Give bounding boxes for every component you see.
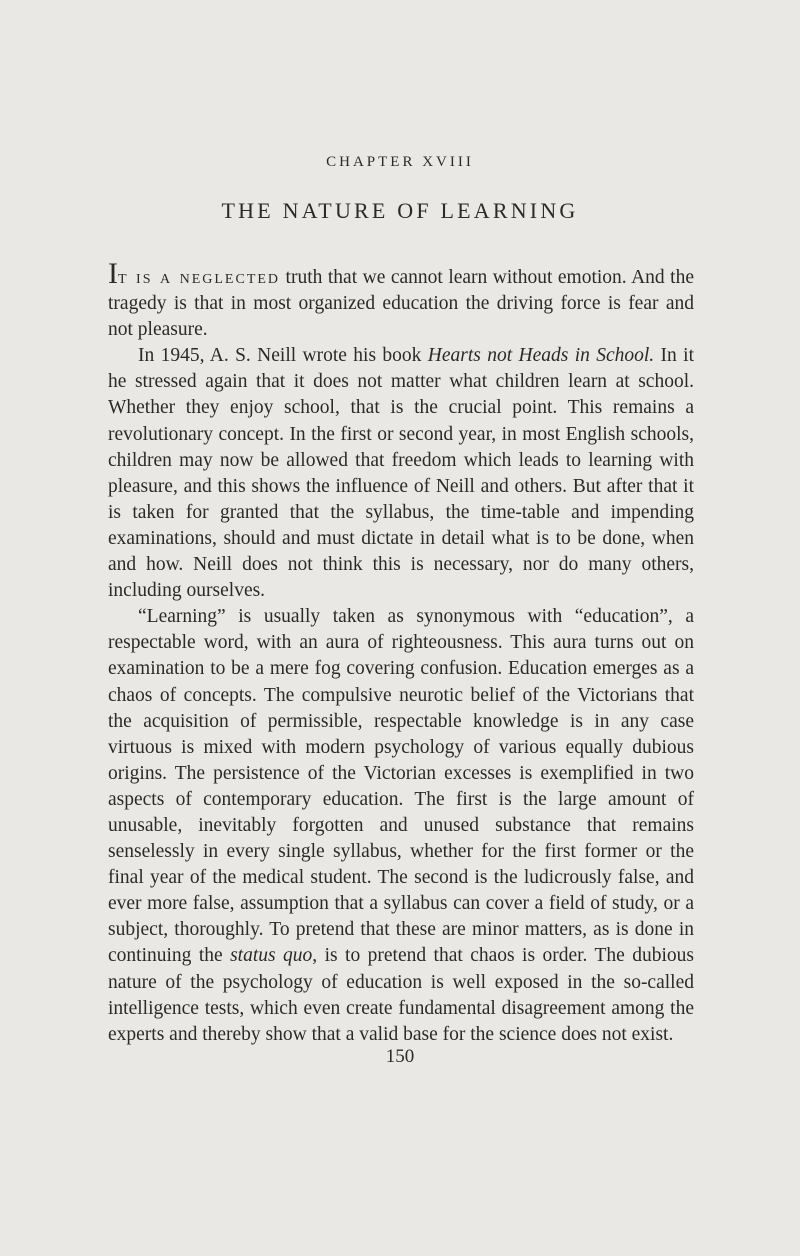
- status-quo-italic: status quo: [230, 945, 313, 967]
- chapter-number: CHAPTER XVIII: [326, 154, 474, 170]
- paragraph-3-text-after: , is to pretend that chaos is order. The dubious nature of the psychology of education is well exposed in the so-called intelligence tests, which even create fundamental disagreement among the experts and thereby show that a valid base for the science does not exist.: [108, 945, 695, 1045]
- body-text: [108, 257, 695, 1048]
- page-number: 150: [385, 1046, 415, 1067]
- book-title-italic: Hearts not Heads in School.: [427, 345, 655, 367]
- paragraph-1: [108, 257, 694, 343]
- paragraph-3: [108, 604, 694, 1048]
- paragraph-3-text-before: “Learning” is usually taken as synonymous with “education”, a respectable word, with an aura of righteousness. This aura turns out on examination to be a mere fog covering confusion. Education emerges as a chaos of concepts. The compulsive neurotic belief of the Victorians that the acquisition of permissible, respectable knowledge is in any case virtuous is mixed with modern psychology of various equally dubious origins. The persistence of the Victorian excesses is exemplified in two aspects of contemporary education. The first is the large amount of unusable, inevitably forgotten and unused substance that remains senselessly in every single syllabus, whether for the first former or the final year of the medical student. The second is the ludicrously false, and ever more false, assumption that a syllabus can cover a field of study, or a subject, thoroughly. To pretend that these are minor matters, as is done in continuing the: [108, 606, 694, 967]
- paragraph-2-text-before: In 1945, A. S. Neill wrote his book: [138, 345, 428, 367]
- lead-in-smallcaps: t is a neglected: [118, 267, 281, 288]
- paragraph-2: [108, 343, 694, 604]
- chapter-title: THE NATURE OF LEARNING: [221, 198, 579, 223]
- paragraph-1-text: truth that we cannot learn without emotion. And the tragedy is that in most organized education the driving force is fear and not pleasure.: [108, 267, 694, 341]
- drop-cap: I: [108, 257, 118, 290]
- paragraph-2-text-after: In it he stressed again that it does not matter what children learn at school. Whether they enjoy school, that is the crucial point. This remains a revolutionary concept. In the first or second year, in most English schools, children may now be allowed that freedom which leads to learning with pleasure, and this shows the influence of Neill and others. But after that it is taken for granted that the syllabus, the time-table and impending examinations, should and must dictate in detail what is to be done, when and how. Neill does not think this is necessary, nor do many others, including ourselves.: [108, 345, 694, 602]
